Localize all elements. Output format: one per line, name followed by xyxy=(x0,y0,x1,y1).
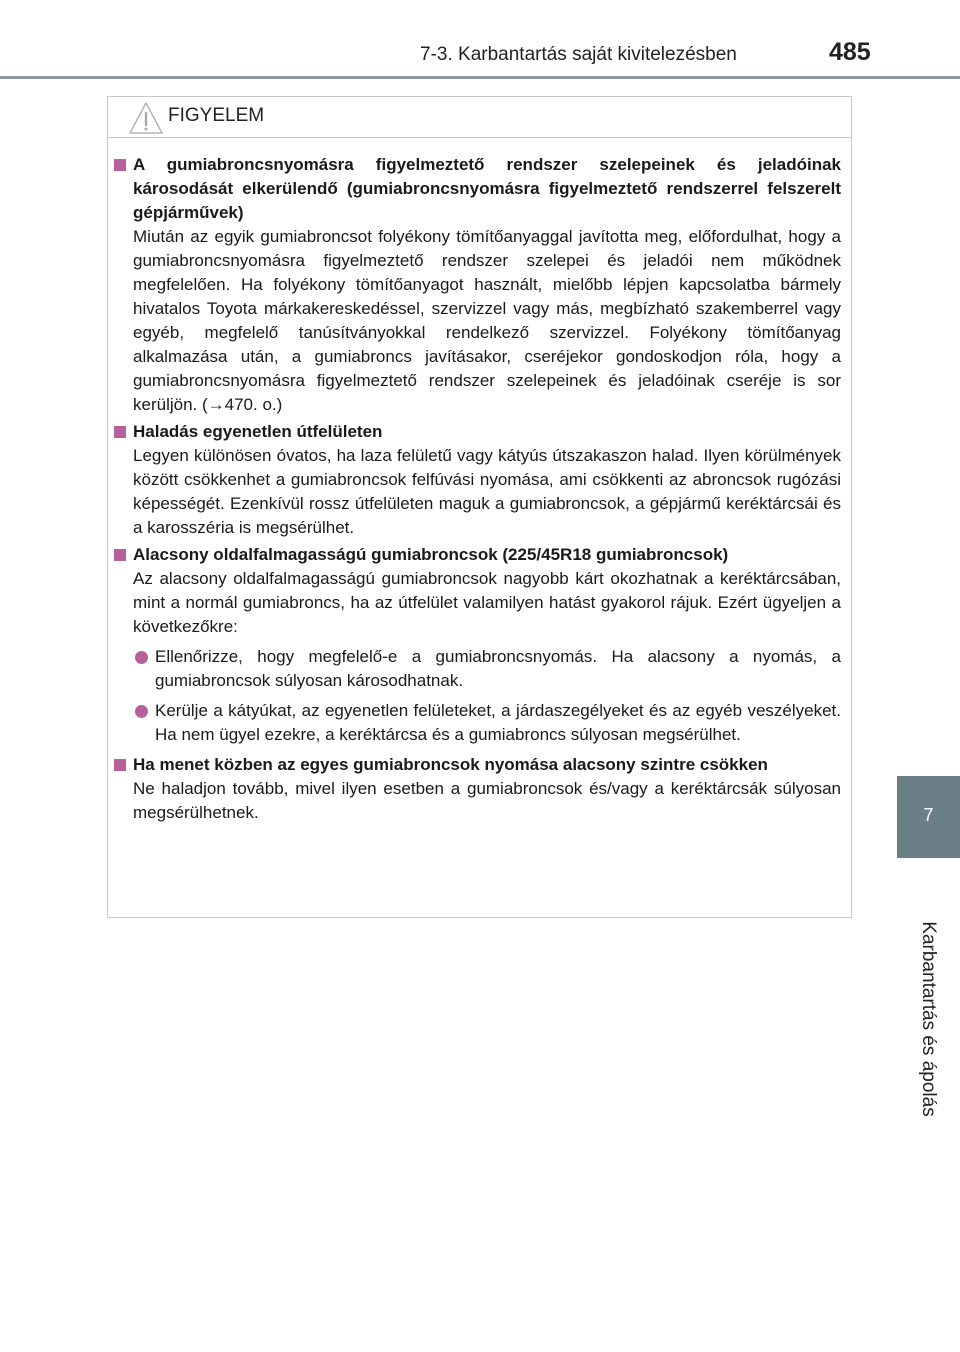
warning-triangle-icon xyxy=(128,100,164,136)
section-text: Miután az egyik gumiabroncsot folyékony tömítőanyaggal javította meg, előfordulhat, hogy a gumiabroncsnyomásra figyelmeztető rendszer szelepei és jeladói nem működnek megfelelően. Ha folyékony tömítőanyagot használt, mielőbb lépjen kapcsolatba bármely hivatalos Toyota márkakereskedéssel, szervizzel vagy más, megbízható szakemberrel vagy egyéb, megfelelő tanúsítványokkal rendelkező szervizzel. Folyékony tömítőanyag alkalmazása után, a gumiabroncs javításakor, cseréjekor gondoskodjon róla, hogy a gumiabroncsnyomásra figyelmeztető rendszer szelepeinek és jeladóinak cseréje is sor kerüljön. (→470. o.) xyxy=(133,227,841,414)
section-text: Legyen különösen óvatos, ha laza felületű vagy kátyús útszakaszon halad. Ilyen körülmények között csökkenhet a gumiabroncsok felfúvási nyomása, ami csökkenti az abroncsok rugózási képességét. Ezenkívül rossz útfelületen maguk a gumiabroncsok, a gépjármű keréktárcsái és a karosszéria is megsérülhet. xyxy=(133,446,841,537)
bullet-text: Ellenőrizze, hogy megfelelő-e a gumiabroncsnyomás. Ha alacsony a nyomás, a gumiabroncsok súlyosan károsodhatnak. xyxy=(155,647,841,690)
chapter-tab xyxy=(897,776,960,858)
section-text: Az alacsony oldalfalmagasságú gumiabroncsok nagyobb kárt okozhatnak a keréktárcsában, mint a normál gumiabroncs, ha az útfelület valamilyen hatást gyakorol rájuk. Ezért ügyeljen a következőkre: xyxy=(133,569,841,636)
bullet-item xyxy=(133,699,841,747)
section-title: A gumiabroncsnyomásra figyelmeztető rendszer szelepeinek és jeladóinak károsodását elkerülendő (gumiabroncsnyomásra figyelmeztető rendszerrel felszerelt gépjárművek) xyxy=(133,155,841,222)
warning-title: FIGYELEM xyxy=(168,105,265,126)
warning-box xyxy=(107,96,852,918)
warning-section xyxy=(108,153,851,417)
bullet-text: Kerülje a kátyúkat, az egyenetlen felületeket, a járdaszegélyeket és az egyéb veszélyeket. Ha nem ügyel ezekre, a keréktárcsa és a gumiabroncs súlyosan megsérülhet. xyxy=(155,701,841,744)
header-section-title: 7-3. Karbantartás saját kivitelezésben xyxy=(420,44,737,65)
warning-section xyxy=(108,753,851,825)
page-number: 485 xyxy=(829,38,871,66)
header-rule xyxy=(0,76,960,79)
bullet-circle-icon xyxy=(135,651,148,664)
bullet-circle-icon xyxy=(135,705,148,718)
warning-body xyxy=(108,153,851,828)
warning-header xyxy=(108,97,851,138)
chapter-number: 7 xyxy=(923,805,934,825)
section-text: Ne haladjon tovább, mivel ilyen esetben a gumiabroncsok és/vagy a keréktárcsák súlyosan megsérülhetnek. xyxy=(133,779,841,822)
warning-section xyxy=(108,420,851,540)
bullet-item xyxy=(133,645,841,693)
section-square-icon xyxy=(114,426,126,438)
section-title: Alacsony oldalfalmagasságú gumiabroncsok (225/45R18 gumiabroncsok) xyxy=(133,545,729,564)
section-title: Ha menet közben az egyes gumiabroncsok nyomása alacsony szintre csökken xyxy=(133,755,768,774)
section-square-icon xyxy=(114,549,126,561)
section-square-icon xyxy=(114,759,126,771)
section-title: Haladás egyenetlen útfelületen xyxy=(133,422,383,441)
warning-section xyxy=(108,543,851,747)
chapter-side-label: Karbantartás és ápolás xyxy=(918,921,939,1117)
section-square-icon xyxy=(114,159,126,171)
